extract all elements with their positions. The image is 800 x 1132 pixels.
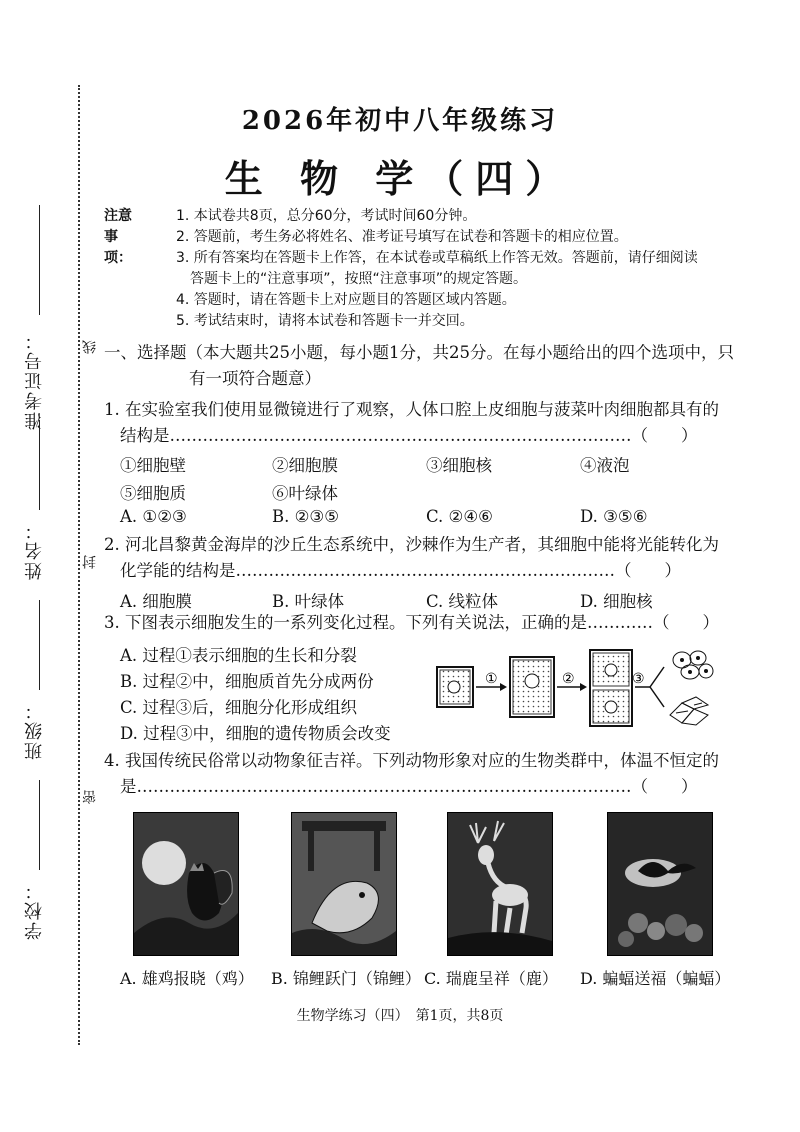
q1-item: ④液泡 [580,456,630,475]
arrow-label-3: ③ [632,671,645,687]
name-label: 姓名： [24,520,45,580]
q2-option-d: D. 细胞核 [580,592,653,611]
q1-item: ②细胞膜 [272,456,338,475]
q1-item: ⑥叶绿体 [272,484,338,503]
q4-option-b: B. 锦鲤跃门（锦鲤） [271,969,421,988]
note-item: 2. 答题前，考生务必将姓名、准考证号填写在试卷和答题卡的相应位置。 [176,229,628,245]
arrow-label-1: ① [485,671,498,687]
q2-option-b: B. 叶绿体 [272,592,345,611]
q1-stem-cont: 结构是…………………………………………………………………………（ ） [120,426,698,445]
cell-change-diagram [432,645,722,730]
notes-heading: 注意事项： [104,208,132,266]
q2-stem: 2. 河北昌黎黄金海岸的沙丘生态系统中，沙棘作为生产者，其细胞中能将光能转化为 [104,535,719,554]
deer-illustration [447,812,553,956]
q2-option-a: A. 细胞膜 [120,592,192,611]
q2-option-c: C. 线粒体 [426,592,499,611]
class-label: 班级： [24,700,45,760]
koi-illustration [291,812,397,956]
q4-stem-cont: 是………………………………………………………………………………（ ） [120,777,698,796]
school-field [39,780,40,870]
exam-title: 2026年初中八年级练习 [241,106,559,136]
q3-option-b: B. 过程②中，细胞质首先分成两份 [120,672,374,691]
note-item: 答题卡上的“注意事项”，按照“注意事项”的规定答题。 [190,271,528,287]
school-label: 学校： [24,880,45,940]
section-heading-cont: 有一项符合题意） [189,369,321,388]
note-item: 3. 所有答案均在答题卡上作答，在本试卷或草稿纸上作答无效。答题前，请仔细阅读 [176,250,698,266]
q2-stem-cont: 化学能的结构是……………………………………………………………（ ） [120,561,681,580]
q1-option-b: B. ②③⑤ [272,507,339,526]
q1-item: ③细胞核 [426,456,492,475]
q1-stem: 1. 在实验室我们使用显微镜进行了观察，人体口腔上皮细胞与菠菜叶肉细胞都具有的 [104,400,719,419]
q1-item: ⑤细胞质 [120,484,186,503]
q3-option-d: D. 过程③中，细胞的遗传物质会改变 [120,724,391,743]
note-item: 4. 答题时，请在答题卡上对应题目的答题区域内答题。 [176,292,516,308]
page-footer: 生物学练习（四） 第1页，共8页 [296,1008,504,1024]
name-field [39,420,40,510]
q3-stem: 3. 下图表示细胞发生的一系列变化过程。下列有关说法，正确的是…………（ ） [104,613,719,632]
bat-illustration [607,812,713,956]
q4-stem: 4. 我国传统民俗常以动物象征吉祥。下列动物形象对应的生物类群中，体温不恒定的 [104,751,719,770]
seal-char-seal: 封 [82,555,98,569]
rooster-illustration [133,812,239,956]
exam-subject: 生 物 学（四） [224,156,576,201]
cell-stage-1 [437,667,473,707]
seal-char-line: 线 [82,340,98,354]
q4-option-a: A. 雄鸡报晓（鸡） [120,969,254,988]
q1-option-a: A. ①②③ [120,507,187,526]
section-heading: 一、选择题（本大题共25小题，每小题1分，共25分。在每小题给出的四个选项中，只 [104,343,734,362]
exam-number-label: 准考证号： [24,330,45,430]
q1-item: ①细胞壁 [120,456,186,475]
q1-option-d: D. ③⑤⑥ [580,507,648,526]
cell-stage-2 [510,657,554,717]
note-item: 1. 本试卷共8页，总分60分，考试时间60分钟。 [176,208,477,224]
tissue-cluster-top [673,651,713,679]
note-item: 5. 考试结束时，请将本试卷和答题卡一并交回。 [176,313,474,329]
exam-number-field [39,205,40,315]
q1-option-c: C. ②④⑥ [426,507,493,526]
q3-option-a: A. 过程①表示细胞的生长和分裂 [120,646,357,665]
seal-char-secret: 密 [82,790,98,804]
cell-stage-3 [590,650,632,726]
class-field [39,600,40,690]
tissue-cluster-bottom [670,697,708,725]
q4-option-c: C. 瑞鹿呈祥（鹿） [424,969,558,988]
q3-option-c: C. 过程③后，细胞分化形成组织 [120,698,358,717]
q4-option-d: D. 蝙蝠送福（蝙蝠） [580,969,731,988]
arrow-label-2: ② [562,671,575,687]
